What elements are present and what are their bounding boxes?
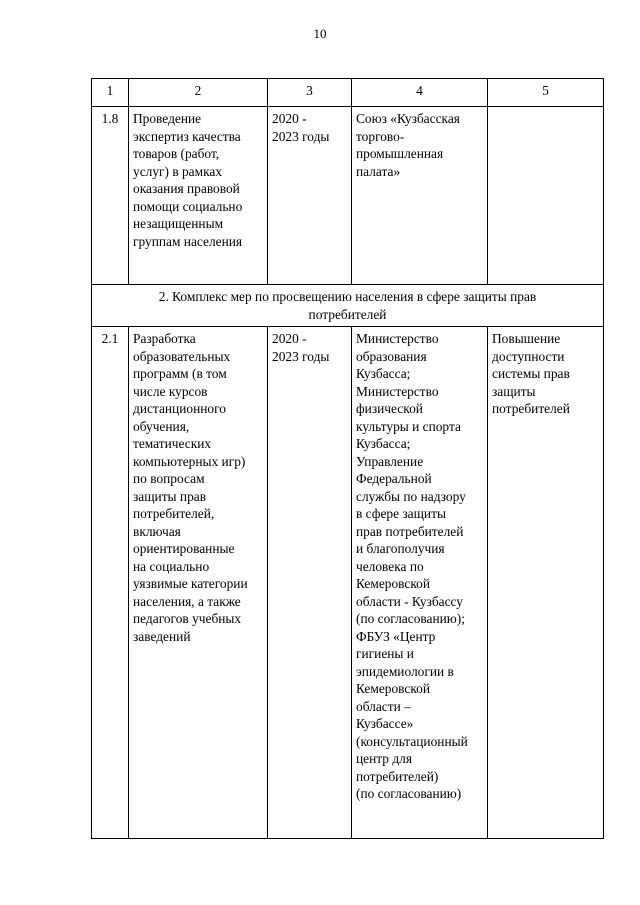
table-row	[92, 327, 604, 839]
executor-cell: Министерство образования Кузбасса; Министерство физической культуры и спорта Кузбасса; Управление Федеральной службы по надзору в сфере защиты прав потребителей и благополучия человека по Кемеровской области - Кузбассу (по согласованию); ФБУЗ «Центр гигиены и эпидемиологии в Кемеровской области – Кузбассе» (консультационный центр для потребителей) (по согласованию)	[352, 327, 488, 839]
page-number: 10	[313, 26, 327, 41]
period-cell: 2020 - 2023 годы	[268, 327, 352, 839]
header-cell-3: 3	[268, 79, 352, 107]
section-row	[92, 285, 604, 327]
result-cell	[488, 107, 604, 285]
header-row	[92, 79, 604, 107]
row-number: 2.1	[92, 327, 129, 839]
table-row	[92, 107, 604, 285]
header-cell-5: 5	[488, 79, 604, 107]
row-number: 1.8	[92, 107, 129, 285]
activity-cell: Разработка образовательных программ (в том числе курсов дистанционного обучения, тематических компьютерных игр) по вопросам защиты прав потребителей, включая ориентированные на социально уязвимые категории населения, а также педагогов учебных заведений	[129, 327, 268, 839]
header-cell-1: 1	[92, 79, 129, 107]
result-cell: Повышение доступности системы прав защиты потребителей	[488, 327, 604, 839]
section-title: 2. Комплекс мер по просвещению населения в сфере защиты прав потребителей	[92, 285, 604, 327]
measures-table	[91, 78, 604, 839]
activity-cell: Проведение экспертиз качества товаров (работ, услуг) в рамках оказания правовой помощи социально незащищенным группам населения	[129, 107, 268, 285]
executor-cell: Союз «Кузбасская торгово- промышленная палата»	[352, 107, 488, 285]
period-cell: 2020 - 2023 годы	[268, 107, 352, 285]
header-cell-2: 2	[129, 79, 268, 107]
header-cell-4: 4	[352, 79, 488, 107]
